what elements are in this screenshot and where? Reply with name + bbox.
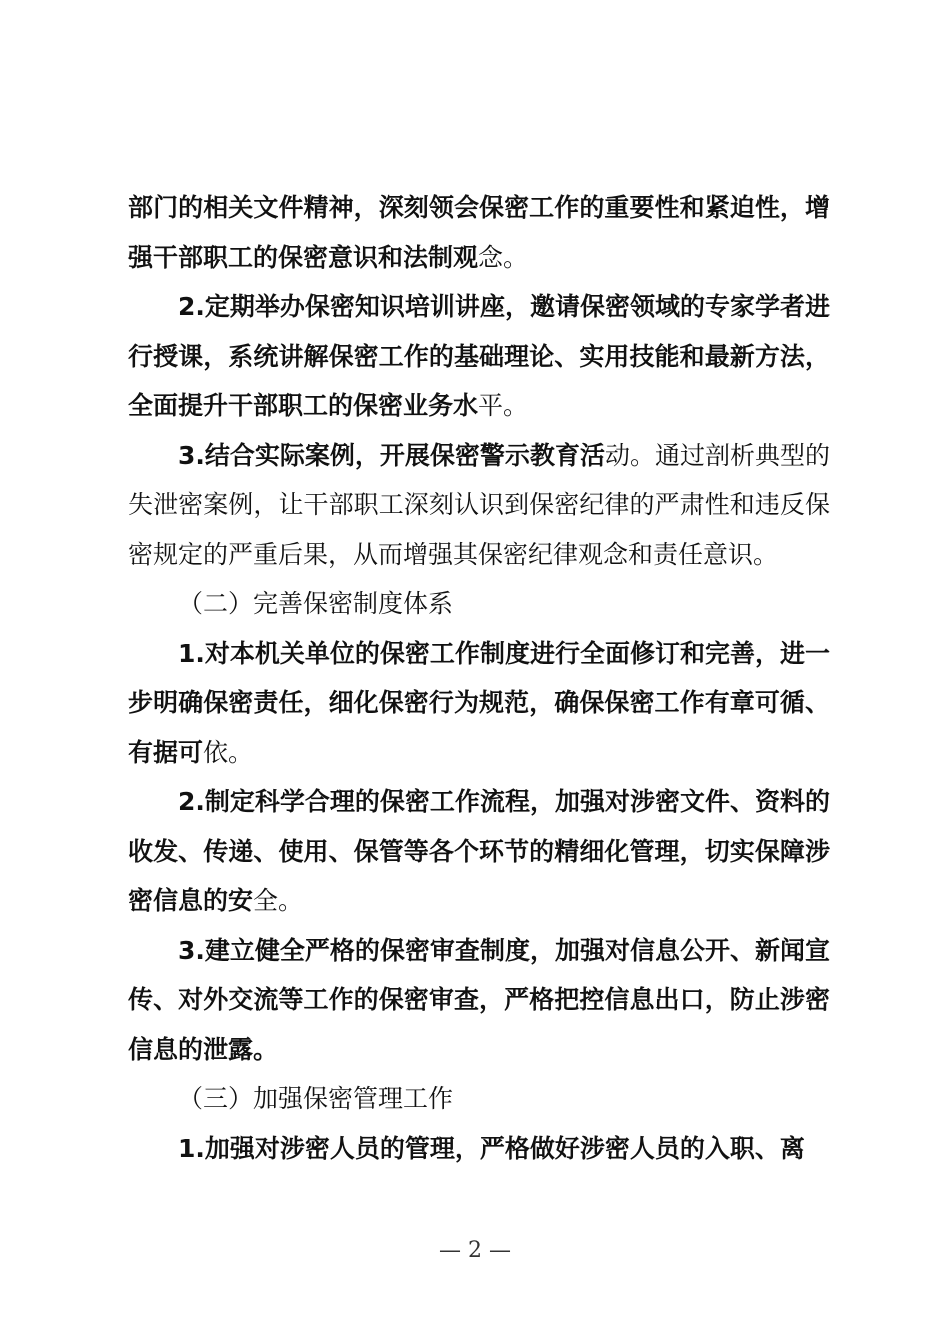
page-number: — 2 — [439, 1238, 511, 1263]
paragraph-1-bold: 部门的相关文件精神，深刻领会保密工作的重要性和紧迫性，增强干部职工的保密意识和法制观 [128, 193, 830, 272]
paragraph-5-normal: 依。 [203, 737, 254, 767]
paragraph-3-normal: 动。通过剖析典型的失泄密案例，让干部职工深刻认识到保密纪律的严肃性和违反保密规定的严重后果，从而增强其保密纪律观念和责任意识。 [128, 440, 830, 569]
paragraph-1 [128, 183, 830, 282]
paragraph-2 [128, 282, 830, 431]
paragraph-5-bold: 1.对本机关单位的保密工作制度进行全面修订和完善，进一步明确保密责任，细化保密行为规范，确保保密工作有章可循、有据可 [128, 638, 830, 767]
paragraph-5 [128, 629, 830, 778]
document-body [128, 183, 830, 1173]
paragraph-7 [128, 926, 830, 1075]
paragraph-6 [128, 777, 830, 926]
paragraph-7-bold: 3.建立健全严格的保密审查制度，加强对信息公开、新闻宣传、对外交流等工作的保密审查，严格把控信息出口，防止涉密信息的泄露。 [128, 935, 830, 1064]
section-heading-3 [128, 1074, 830, 1124]
section-heading-2-text: （二）完善保密制度体系 [178, 589, 454, 618]
paragraph-3-bold: 3.结合实际案例，开展保密警示教育活 [178, 440, 605, 470]
paragraph-9 [128, 1124, 830, 1174]
paragraph-6-normal: 全。 [253, 886, 304, 915]
section-heading-2 [128, 579, 830, 629]
paragraph-1-normal: 念。 [478, 242, 529, 272]
paragraph-9-bold: 1.加强对涉密人员的管理，严格做好涉密人员的入职、离 [178, 1133, 805, 1163]
paragraph-2-normal: 平。 [478, 391, 529, 420]
paragraph-3 [128, 431, 830, 580]
paragraph-2-bold: 2.定期举办保密知识培训讲座，邀请保密领域的专家学者进行授课，系统讲解保密工作的基础理论、实用技能和最新方法，全面提升干部职工的保密业务水 [128, 292, 830, 420]
section-heading-3-text: （三）加强保密管理工作 [178, 1084, 454, 1113]
paragraph-6-bold: 2.制定科学合理的保密工作流程，加强对涉密文件、资料的收发、传递、使用、保管等各个环节的精细化管理，切实保障涉密信息的安 [128, 787, 830, 915]
